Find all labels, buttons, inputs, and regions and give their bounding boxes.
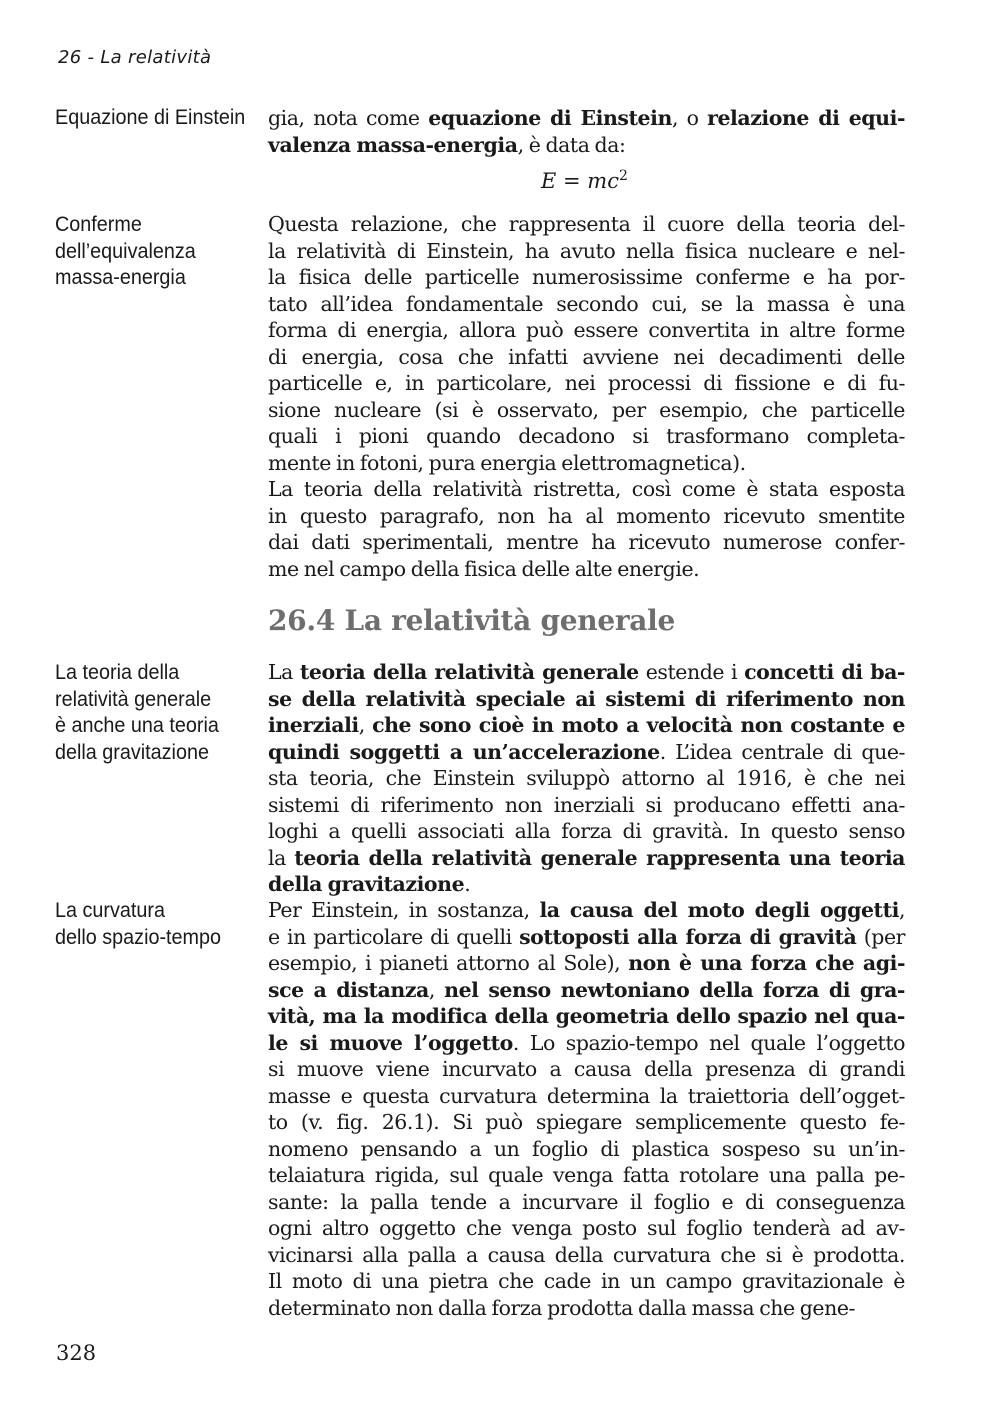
text-run: la	[268, 845, 295, 870]
text-run: nomeno pensando a un foglio di plastica sospeso su un’in-	[268, 1136, 905, 1161]
bold-run: teoria della relatività generale	[299, 660, 639, 684]
text-run: tato all’idea fondamentale secondo cui, se la massa è una	[268, 291, 905, 316]
text-run: ,	[358, 713, 373, 737]
text-line	[268, 238, 905, 265]
text-line	[268, 317, 905, 344]
text-line	[268, 476, 905, 503]
bold-run: valenza massa-energia	[268, 132, 518, 157]
margin-note-line: relatività generale	[55, 686, 212, 711]
text-run: vicinarsi alla palla a causa della curvatura che si è prodotta.	[268, 1242, 905, 1267]
text-line	[268, 1162, 905, 1189]
text-run: esempio, i pianeti attorno al Sole),	[268, 951, 629, 975]
bold-run: le si muove l’oggetto	[268, 1030, 513, 1055]
text-line	[268, 1083, 905, 1110]
text-line	[268, 556, 905, 583]
bold-run: che sono cioè in moto a velocità non costante e	[372, 713, 905, 737]
text-run: sta teoria, che Einstein sviluppò attorno al 1916, è che nei	[268, 766, 905, 790]
text-run: sione nucleare (si è osservato, per esempio, che particelle	[268, 397, 905, 422]
text-run: Il moto di una pietra che cade in un campo gravitazionale è	[268, 1269, 905, 1293]
text-run: la fisica delle particelle numerosissime conferme e ha por-	[268, 265, 905, 289]
text-line	[268, 1003, 905, 1030]
text-line	[268, 132, 905, 159]
bold-run: relazione di equi-	[707, 106, 906, 130]
text-run: particelle e, in particolare, nei processi di fissione e di fu-	[268, 371, 905, 395]
margin-note-einstein-equation	[55, 104, 244, 131]
text-run: . Lo spazio-tempo nel quale l’oggetto	[512, 1030, 906, 1055]
text-line	[268, 503, 905, 530]
text-line	[268, 291, 905, 318]
bold-run: sce a distanza	[268, 977, 429, 1002]
text-line	[268, 529, 905, 556]
bold-run: nel senso newtoniano della forza di gra-	[444, 977, 905, 1002]
bold-run: se della relatività speciale ai sistemi di riferimento non	[268, 686, 905, 711]
text-line	[268, 450, 905, 477]
bold-run: equazione di Einstein	[428, 106, 672, 130]
text-run: di energia, cosa che infatti avviene nei decadimenti delle	[268, 344, 905, 369]
margin-note-line: della gravitazione	[55, 739, 209, 764]
text-line	[268, 765, 905, 792]
text-line	[268, 792, 905, 819]
text-line	[268, 1136, 905, 1163]
margin-note-line: La teoria della	[55, 660, 180, 684]
text-line	[268, 370, 905, 397]
text-line	[268, 739, 905, 766]
text-line	[268, 950, 905, 977]
text-line	[268, 818, 905, 845]
margin-note-line: massa-energia	[55, 265, 186, 289]
margin-note-line: è anche una teoria	[55, 713, 219, 737]
text-line	[268, 344, 905, 371]
text-line	[268, 897, 905, 924]
paragraph-general-relativity	[268, 659, 905, 898]
bold-run: inerziali	[268, 713, 359, 737]
text-line	[268, 924, 905, 951]
text-run: ,	[428, 977, 445, 1002]
margin-note-line: dello spazio-tempo	[55, 924, 222, 949]
text-run: quali i pioni quando decadono si trasformano completa-	[268, 424, 905, 448]
equation-rhs: mc	[587, 169, 619, 193]
text-run: sante: la palla tende a incurvare il foglio e di conseguenza	[268, 1189, 905, 1214]
text-line	[268, 105, 905, 132]
bold-run: sottoposti alla forza di gravità	[519, 924, 857, 949]
margin-note-line: Conferme	[55, 212, 142, 236]
text-run: si muove viene incurvato a causa della presenza di grandi	[268, 1057, 905, 1081]
text-run: loghi a quelli associati alla forza di gravità. In questo senso	[268, 819, 905, 843]
text-run: forma di energia, allora può essere convertita in altre forme	[268, 318, 905, 342]
paragraph-mass-energy-confirmation	[268, 211, 905, 582]
margin-note-mass-energy	[55, 211, 244, 291]
text-run: estende i	[638, 660, 745, 684]
text-run: dai dati sperimentali, mentre ha ricevuto numerose confer-	[268, 530, 905, 554]
text-run: La teoria della relatività ristretta, così come è stata esposta	[268, 477, 905, 501]
equation-lhs: E	[541, 169, 557, 193]
text-line	[268, 1109, 905, 1136]
text-line	[268, 423, 905, 450]
bold-run: teoria della relatività generale rappresenta una teoria	[294, 845, 905, 870]
equation-operator: =	[556, 169, 588, 193]
text-line	[268, 686, 905, 713]
text-run: (per	[856, 924, 905, 949]
bold-run: non è una forza che agi-	[628, 951, 906, 975]
text-run: .	[464, 872, 471, 896]
text-line	[268, 1242, 905, 1269]
equation-e-mc2	[541, 168, 628, 193]
margin-note-line: Equazione di Einstein	[55, 105, 246, 129]
text-line	[268, 1215, 905, 1242]
running-head: 26 - La relatività	[58, 47, 212, 68]
text-run: . L’idea centrale di que-	[659, 739, 905, 764]
bold-run: quindi soggetti a un’accelerazione	[268, 739, 660, 764]
text-line	[268, 977, 905, 1004]
text-run: in questo paragrafo, non ha al momento ricevuto smentite	[268, 503, 905, 528]
text-line	[268, 211, 905, 238]
text-line	[268, 397, 905, 424]
bold-run: concetti di ba-	[744, 660, 905, 684]
text-line	[268, 1030, 905, 1057]
text-run: mente in fotoni, pura energia elettromagnetica).	[268, 450, 746, 475]
equation-exponent: 2	[618, 168, 628, 184]
text-run: , o	[671, 106, 708, 130]
text-line	[268, 712, 905, 739]
text-run: sistemi di riferimento non inerziali si producano effetti ana-	[268, 792, 905, 817]
text-run: gia, nota come	[268, 106, 429, 130]
text-line	[268, 264, 905, 291]
text-run: Per Einstein, in sostanza,	[268, 898, 540, 922]
page-number: 328	[56, 1341, 97, 1365]
margin-note-spacetime-curvature	[55, 897, 244, 950]
text-line	[268, 1295, 905, 1322]
bold-run: della gravitazione	[268, 872, 465, 896]
text-run: ogni altro oggetto che venga posto sul foglio tenderà ad av-	[268, 1216, 905, 1240]
text-line	[268, 871, 905, 898]
text-run: me nel campo della fisica delle alte energie.	[268, 556, 700, 581]
text-run: La	[268, 660, 300, 684]
margin-note-general-relativity	[55, 659, 244, 765]
margin-note-line: dell’equivalenza	[55, 238, 196, 263]
text-run: telaiatura rigida, sul quale venga fatta rotolare una palla pe-	[268, 1163, 905, 1187]
bold-run: la causa del moto degli oggetti	[539, 898, 899, 922]
text-line	[268, 1268, 905, 1295]
section-heading: 26.4 La relatività generale	[268, 604, 675, 637]
text-run: masse e questa curvatura determina la traiettoria dell’ogget-	[268, 1083, 905, 1108]
paragraph-einstein-equation	[268, 105, 905, 158]
text-run: e in particolare di quelli	[268, 924, 520, 949]
text-line	[268, 1189, 905, 1216]
margin-note-line: La curvatura	[55, 898, 165, 922]
text-line	[268, 659, 905, 686]
text-run: la relatività di Einstein, ha avuto nella fisica nucleare e nel-	[268, 238, 905, 263]
text-line	[268, 845, 905, 872]
paragraph-spacetime-curvature	[268, 897, 905, 1321]
text-run: to (v. fig. 26.1). Si può spiegare semplicemente questo fe-	[268, 1110, 905, 1134]
text-run: determinato non dalla forza prodotta dalla massa che gene-	[268, 1295, 855, 1320]
text-run: , è data da:	[517, 132, 626, 157]
text-run: Questa relazione, che rappresenta il cuore della teoria del-	[268, 212, 905, 236]
text-line	[268, 1056, 905, 1083]
text-run: ,	[898, 898, 906, 922]
bold-run: vità, ma la modifica della geometria dello spazio nel qua-	[268, 1004, 905, 1028]
